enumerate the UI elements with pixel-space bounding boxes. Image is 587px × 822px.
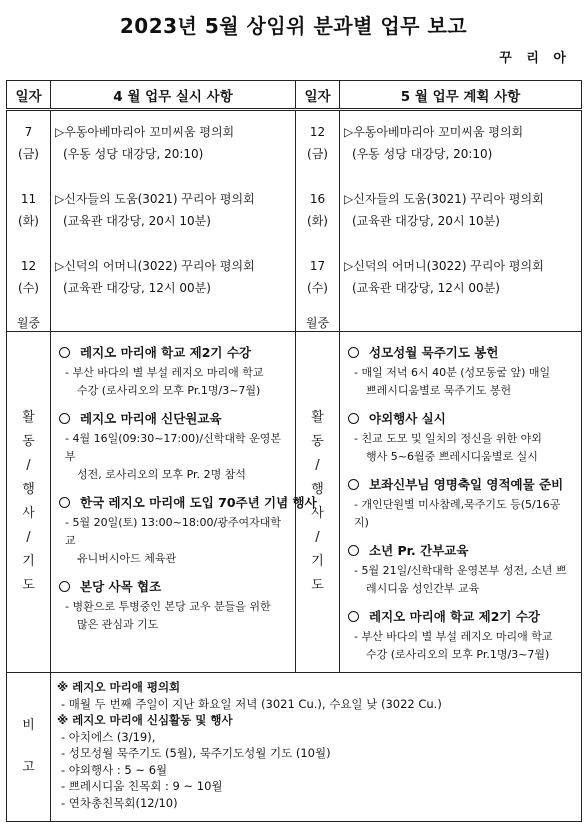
- circle-bullet-icon: [348, 413, 359, 424]
- activity-item: 본당 사목 협조 - 병환으로 투병중인 본당 교우 분들을 위한 많은 관심과 기도: [59, 576, 289, 634]
- activity-item: 성모성월 묵주기도 봉헌 - 매일 저녁 6시 40분 (성모동굴 앞) 매일 쁘레시디움별로 묵주기도 봉헌: [348, 342, 575, 400]
- team-name: 꾸 리 아: [499, 51, 571, 66]
- activity-item: 레지오 마리애 학교 제2기 수강 - 부산 바다의 별 부설 레지오 마리애 학교 수강 (로사리오의 모후 Pr.1명/3~7월): [348, 606, 575, 664]
- april-activities-cell: [51, 332, 317, 673]
- activity-item: 야외행사 실시 - 친교 도모 및 일치의 정신을 위한 야외 행사 5~6월중 쁘레시디움별로 실시: [348, 408, 575, 466]
- circle-bullet-icon: [348, 347, 359, 358]
- meeting-item: ▷신자들의 도움(3021) 꾸리아 평의회 (교육관 대강당, 20시 10분): [344, 192, 544, 228]
- circle-bullet-icon: [59, 413, 70, 424]
- month-note: 월중: [16, 316, 41, 330]
- notes-item: - 아치에스 (3/19),: [61, 729, 156, 744]
- circle-bullet-icon: [59, 497, 70, 508]
- activity-label: 활 동 / 행 사 / 기 도: [7, 332, 51, 673]
- meeting-item: ▷신자들의 도움(3021) 꾸리아 평의회 (교육관 대강당, 20시 10분): [55, 192, 255, 228]
- date-entry: 11 (화): [18, 192, 39, 228]
- activity-item: 보좌신부님 영명축일 영적예물 준비 - 개인단원별 미사참례,묵주기도 등(5/16공지): [348, 474, 575, 532]
- meeting-item: ▷신덕의 어머니(3022) 꾸리아 평의회 (교육관 대강당, 12시 00분): [344, 259, 544, 295]
- april-header: 4 월 업무 실시 사항: [51, 81, 296, 110]
- april-dates-cell: [7, 110, 51, 332]
- notes-section-title: ※ 레지오 마리애 평의회: [57, 680, 181, 694]
- activity-item: 레지오 마리애 신단원교육 - 4월 16일(09:30~17:00)/신학대학 운영본부 성전, 로사리오의 모후 Pr. 2명 참석: [59, 408, 289, 484]
- notes-item: - 매월 두 번째 주일이 지난 화요일 저녁 (3021 Cu.), 수요일 낮 (3022 Cu.): [61, 696, 442, 711]
- activities-row: [7, 332, 582, 673]
- meeting-item: ▷우동아베마리아 꼬미씨움 평의회 (우동 성당 대강당, 20:10): [344, 125, 524, 161]
- notes-item: - 쁘레시디움 친목회 : 9 ~ 10월: [61, 779, 223, 793]
- activity-item: 한국 레지오 마리애 도입 70주년 기념 행사 - 5월 20일(토) 13:00~18:00/광주여자대학교 유니버시아드 체육관: [59, 492, 289, 568]
- report-table: [6, 80, 582, 822]
- notes-label: 비 고: [7, 673, 51, 822]
- activity-item: 레지오 마리애 학교 제2기 수강 - 부산 바다의 별 부설 레지오 마리애 학교 수강 (로사리오의 모후 Pr.1명/3~7월): [59, 342, 289, 400]
- notes-item: - 성모성월 묵주기도 (5월), 묵주기도성월 기도 (10월): [61, 746, 331, 760]
- date-entry: 7 (금): [18, 125, 39, 161]
- meetings-row: [7, 110, 582, 332]
- circle-bullet-icon: [59, 581, 70, 592]
- may-meetings-cell: [340, 110, 582, 332]
- activity-label: 활 동 / 행 사 / 기 도: [296, 332, 340, 673]
- notes-row: [7, 673, 582, 822]
- circle-bullet-icon: [348, 479, 359, 490]
- header-row: [7, 81, 582, 110]
- date-entry: 12 (수): [18, 259, 39, 295]
- page-title: 2023년 5월 상임위 분과별 업무 보고: [119, 14, 468, 38]
- notes-item: - 연차총친목회(12/10): [61, 795, 178, 810]
- meeting-item: ▷신덕의 어머니(3022) 꾸리아 평의회 (교육관 대강당, 12시 00분): [55, 259, 255, 295]
- notes-cell: [51, 673, 582, 822]
- circle-bullet-icon: [348, 545, 359, 556]
- date-header: 일자: [7, 81, 51, 110]
- notes-item: - 야외행사 : 5 ~ 6월: [61, 762, 168, 777]
- date-entry: 16 (화): [307, 192, 328, 228]
- may-activities-cell: [340, 332, 582, 673]
- month-note: 월중: [305, 316, 330, 330]
- notes-section-title: ※ 레지오 마리애 신심활동 및 행사: [57, 713, 233, 727]
- april-meetings-cell: [51, 110, 296, 332]
- meeting-item: ▷우동아베마리아 꼬미씨움 평의회 (우동 성당 대강당, 20:10): [55, 125, 235, 161]
- activity-item: 소년 Pr. 간부교육 - 5월 21일/신학대학 운영본부 성전, 소년 쁘 레시디움 성인간부 교육: [348, 540, 575, 598]
- circle-bullet-icon: [348, 611, 359, 622]
- date-header: 일자: [296, 81, 340, 110]
- may-header: 5 월 업무 계획 사항: [340, 81, 582, 110]
- circle-bullet-icon: [59, 347, 70, 358]
- may-dates-cell: [296, 110, 340, 332]
- date-entry: 12 (금): [307, 125, 328, 161]
- date-entry: 17 (수): [307, 259, 328, 295]
